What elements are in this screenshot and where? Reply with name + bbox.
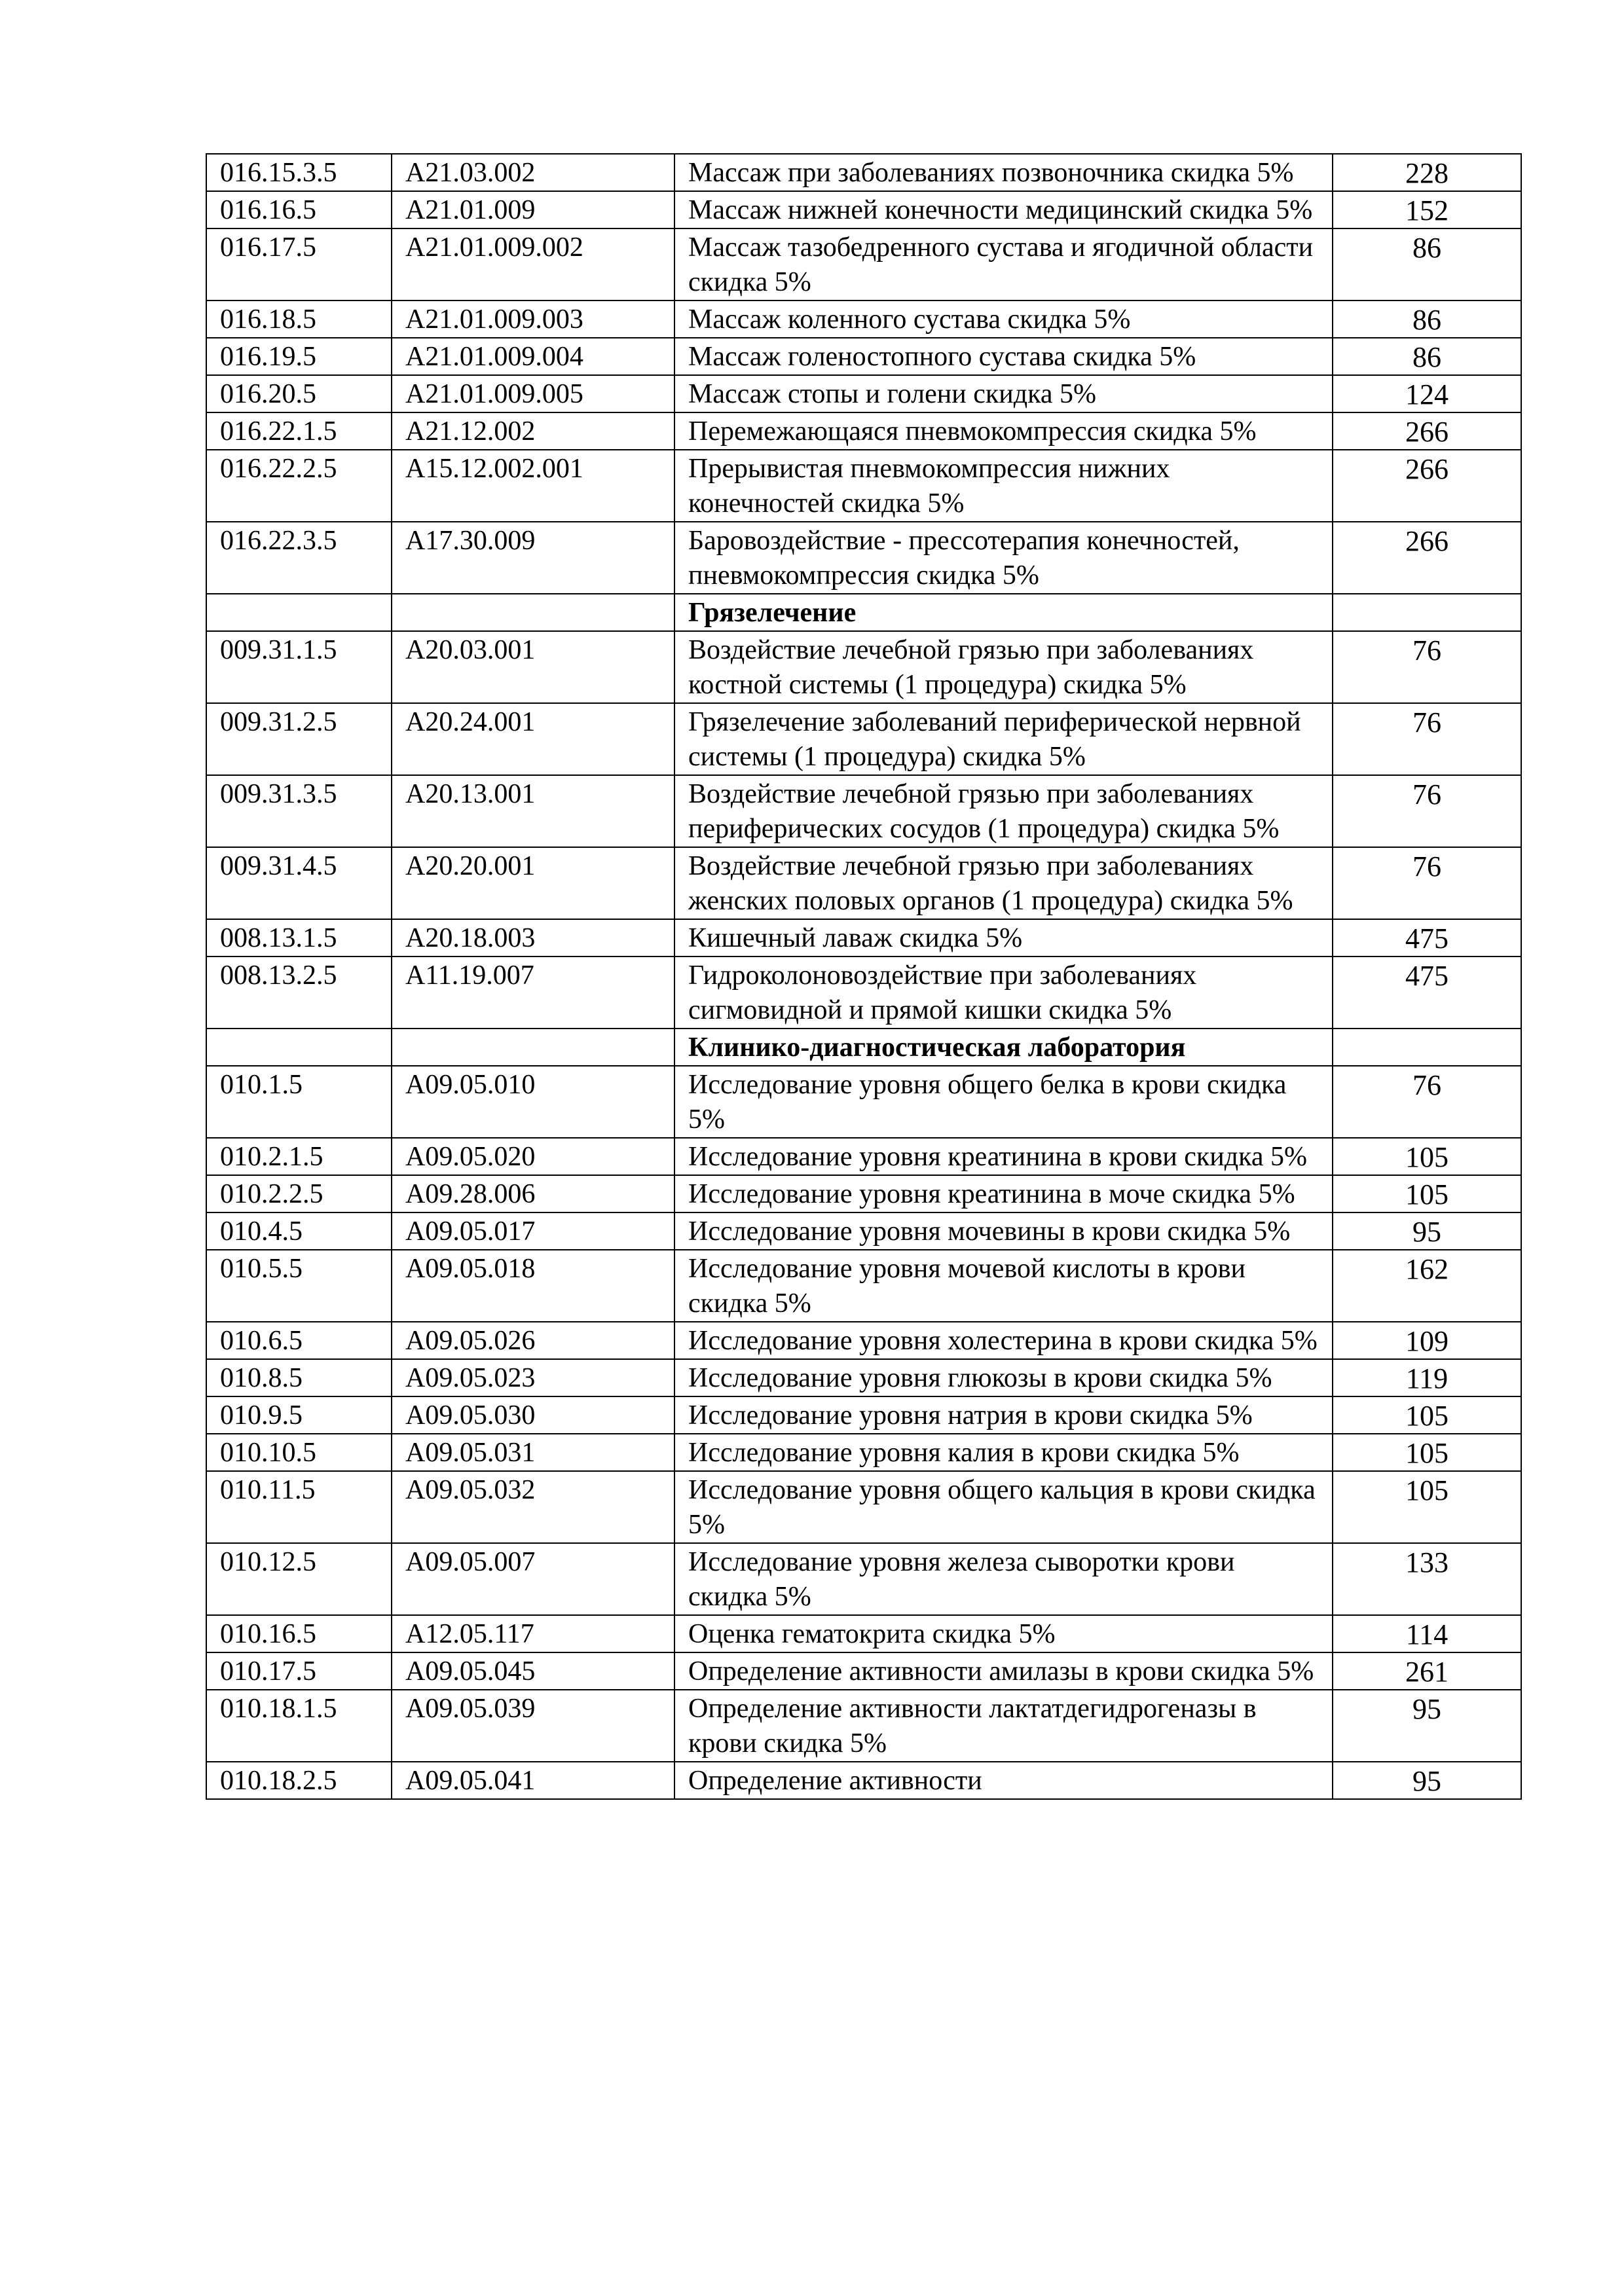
table-row <box>206 375 1521 412</box>
service-name-cell: Исследование уровня железа сыворотки крови скидка 5% <box>674 1543 1333 1615</box>
price-cell: 105 <box>1333 1434 1521 1471</box>
table-row <box>206 1212 1521 1250</box>
price-code-cell: 010.17.5 <box>206 1652 392 1690</box>
price-cell: 114 <box>1333 1615 1521 1652</box>
service-code-cell: A21.01.009.005 <box>392 375 674 412</box>
price-code-cell: 010.4.5 <box>206 1212 392 1250</box>
service-code-cell: A21.12.002 <box>392 412 674 450</box>
service-name-cell: Массаж голеностопного сустава скидка 5% <box>674 338 1333 375</box>
service-code-cell: A21.01.009 <box>392 191 674 228</box>
price-cell: 475 <box>1333 919 1521 957</box>
price-cell: 152 <box>1333 191 1521 228</box>
service-name-cell: Исследование уровня общего кальция в крови скидка 5% <box>674 1471 1333 1543</box>
price-code-cell: 010.16.5 <box>206 1615 392 1652</box>
service-code-cell: A15.12.002.001 <box>392 450 674 522</box>
table-row <box>206 1543 1521 1615</box>
price-code-cell: 010.5.5 <box>206 1250 392 1322</box>
table-row <box>206 1250 1521 1322</box>
price-cell: 105 <box>1333 1138 1521 1175</box>
service-code-cell: A20.18.003 <box>392 919 674 957</box>
price-cell: 475 <box>1333 957 1521 1029</box>
table-row <box>206 1175 1521 1212</box>
price-code-cell: 016.20.5 <box>206 375 392 412</box>
service-code-cell: A20.03.001 <box>392 631 674 703</box>
service-name-cell: Прерывистая пневмокомпрессия нижних конечностей скидка 5% <box>674 450 1333 522</box>
table-row <box>206 1471 1521 1543</box>
price-code-cell: 010.9.5 <box>206 1396 392 1434</box>
price-cell: 162 <box>1333 1250 1521 1322</box>
price-list-body <box>206 154 1521 1799</box>
service-name-cell: Перемежающаяся пневмокомпрессия скидка 5% <box>674 412 1333 450</box>
service-name-cell: Массаж тазобедренного сустава и ягодичной области скидка 5% <box>674 228 1333 301</box>
section-header-row <box>206 594 1521 631</box>
section-title: Клинико-диагностическая лаборатория <box>674 1029 1333 1066</box>
price-code-cell: 010.2.1.5 <box>206 1138 392 1175</box>
price-code-cell: 010.10.5 <box>206 1434 392 1471</box>
price-cell: 105 <box>1333 1396 1521 1434</box>
table-row <box>206 775 1521 847</box>
service-code-cell: A20.13.001 <box>392 775 674 847</box>
price-cell: 119 <box>1333 1359 1521 1396</box>
price-code-cell: 010.18.1.5 <box>206 1690 392 1762</box>
table-row <box>206 919 1521 957</box>
service-name-cell: Исследование уровня калия в крови скидка 5% <box>674 1434 1333 1471</box>
price-cell: 76 <box>1333 1066 1521 1138</box>
service-name-cell: Массаж коленного сустава скидка 5% <box>674 301 1333 338</box>
table-row <box>206 412 1521 450</box>
price-code-cell: 016.22.3.5 <box>206 522 392 594</box>
price-code-cell: 016.18.5 <box>206 301 392 338</box>
price-code-cell: 010.18.2.5 <box>206 1762 392 1799</box>
service-name-cell: Исследование уровня мочевой кислоты в крови скидка 5% <box>674 1250 1333 1322</box>
price-cell: 86 <box>1333 338 1521 375</box>
price-list-table <box>206 153 1522 1800</box>
price-code-cell: 010.11.5 <box>206 1471 392 1543</box>
price-code-cell: 009.31.2.5 <box>206 703 392 775</box>
section-header-row <box>206 1029 1521 1066</box>
service-code-cell: A21.01.009.004 <box>392 338 674 375</box>
service-code-cell: A21.01.009.003 <box>392 301 674 338</box>
section-empty-cell <box>1333 594 1521 631</box>
service-name-cell: Исследование уровня холестерина в крови скидка 5% <box>674 1322 1333 1359</box>
price-code-cell: 010.1.5 <box>206 1066 392 1138</box>
service-name-cell: Массаж стопы и голени скидка 5% <box>674 375 1333 412</box>
service-name-cell: Определение активности амилазы в крови скидка 5% <box>674 1652 1333 1690</box>
service-code-cell: A09.05.031 <box>392 1434 674 1471</box>
section-title: Грязелечение <box>674 594 1333 631</box>
price-cell: 95 <box>1333 1212 1521 1250</box>
service-code-cell: A20.24.001 <box>392 703 674 775</box>
service-code-cell: A09.05.032 <box>392 1471 674 1543</box>
price-cell: 261 <box>1333 1652 1521 1690</box>
section-empty-cell <box>392 594 674 631</box>
service-name-cell: Исследование уровня мочевины в крови скидка 5% <box>674 1212 1333 1250</box>
price-code-cell: 008.13.1.5 <box>206 919 392 957</box>
price-code-cell: 010.8.5 <box>206 1359 392 1396</box>
price-cell: 124 <box>1333 375 1521 412</box>
service-code-cell: A09.05.018 <box>392 1250 674 1322</box>
service-name-cell: Исследование уровня креатинина в крови скидка 5% <box>674 1138 1333 1175</box>
price-cell: 266 <box>1333 522 1521 594</box>
price-cell: 86 <box>1333 228 1521 301</box>
table-row <box>206 957 1521 1029</box>
table-row <box>206 154 1521 191</box>
price-cell: 266 <box>1333 450 1521 522</box>
service-name-cell: Гидроколоновоздействие при заболеваниях сигмовидной и прямой кишки скидка 5% <box>674 957 1333 1029</box>
service-code-cell: A21.01.009.002 <box>392 228 674 301</box>
table-row <box>206 703 1521 775</box>
price-cell: 109 <box>1333 1322 1521 1359</box>
service-code-cell: A09.05.020 <box>392 1138 674 1175</box>
table-row <box>206 228 1521 301</box>
service-code-cell: A09.05.010 <box>392 1066 674 1138</box>
section-empty-cell <box>206 594 392 631</box>
price-code-cell: 009.31.3.5 <box>206 775 392 847</box>
price-cell: 76 <box>1333 703 1521 775</box>
service-code-cell: A09.05.007 <box>392 1543 674 1615</box>
service-code-cell: A09.05.030 <box>392 1396 674 1434</box>
price-code-cell: 010.2.2.5 <box>206 1175 392 1212</box>
table-row <box>206 1359 1521 1396</box>
price-cell: 95 <box>1333 1690 1521 1762</box>
price-code-cell: 009.31.1.5 <box>206 631 392 703</box>
price-cell: 95 <box>1333 1762 1521 1799</box>
price-cell: 76 <box>1333 631 1521 703</box>
price-code-cell: 016.17.5 <box>206 228 392 301</box>
service-code-cell: A09.05.039 <box>392 1690 674 1762</box>
price-cell: 105 <box>1333 1175 1521 1212</box>
service-name-cell: Грязелечение заболеваний периферической нервной системы (1 процедура) скидка 5% <box>674 703 1333 775</box>
price-code-cell: 016.16.5 <box>206 191 392 228</box>
service-code-cell: A12.05.117 <box>392 1615 674 1652</box>
table-row <box>206 1615 1521 1652</box>
price-code-cell: 010.6.5 <box>206 1322 392 1359</box>
service-name-cell: Определение активности лактатдегидрогеназы в крови скидка 5% <box>674 1690 1333 1762</box>
price-cell: 76 <box>1333 847 1521 919</box>
price-cell: 86 <box>1333 301 1521 338</box>
service-name-cell: Исследование уровня глюкозы в крови скидка 5% <box>674 1359 1333 1396</box>
price-code-cell: 016.22.2.5 <box>206 450 392 522</box>
service-code-cell: A20.20.001 <box>392 847 674 919</box>
table-row <box>206 1762 1521 1799</box>
service-code-cell: A09.05.026 <box>392 1322 674 1359</box>
service-name-cell: Исследование уровня креатинина в моче скидка 5% <box>674 1175 1333 1212</box>
service-name-cell: Воздействие лечебной грязью при заболеваниях периферических сосудов (1 процедура) скидка 5% <box>674 775 1333 847</box>
service-name-cell: Исследование уровня натрия в крови скидка 5% <box>674 1396 1333 1434</box>
price-code-cell: 008.13.2.5 <box>206 957 392 1029</box>
service-name-cell: Воздействие лечебной грязью при заболеваниях костной системы (1 процедура) скидка 5% <box>674 631 1333 703</box>
service-name-cell: Массаж нижней конечности медицинский скидка 5% <box>674 191 1333 228</box>
table-row <box>206 1066 1521 1138</box>
service-name-cell: Исследование уровня общего белка в крови скидка 5% <box>674 1066 1333 1138</box>
service-code-cell: A11.19.007 <box>392 957 674 1029</box>
service-name-cell: Кишечный лаваж скидка 5% <box>674 919 1333 957</box>
service-name-cell: Баровоздействие - прессотерапия конечностей, пневмокомпрессия скидка 5% <box>674 522 1333 594</box>
table-row <box>206 450 1521 522</box>
price-code-cell: 016.15.3.5 <box>206 154 392 191</box>
service-code-cell: A09.05.041 <box>392 1762 674 1799</box>
service-code-cell: A09.28.006 <box>392 1175 674 1212</box>
price-code-cell: 016.19.5 <box>206 338 392 375</box>
service-name-cell: Воздействие лечебной грязью при заболеваниях женских половых органов (1 процедура) скидка 5% <box>674 847 1333 919</box>
service-code-cell: A09.05.017 <box>392 1212 674 1250</box>
service-name-cell: Определение активности <box>674 1762 1333 1799</box>
table-row <box>206 1396 1521 1434</box>
service-code-cell: A21.03.002 <box>392 154 674 191</box>
table-row <box>206 191 1521 228</box>
price-cell: 76 <box>1333 775 1521 847</box>
table-row <box>206 1434 1521 1471</box>
price-code-cell: 009.31.4.5 <box>206 847 392 919</box>
price-cell: 133 <box>1333 1543 1521 1615</box>
service-code-cell: A09.05.023 <box>392 1359 674 1396</box>
table-row <box>206 522 1521 594</box>
section-empty-cell <box>1333 1029 1521 1066</box>
table-row <box>206 1690 1521 1762</box>
service-code-cell: A09.05.045 <box>392 1652 674 1690</box>
table-row <box>206 631 1521 703</box>
section-empty-cell <box>206 1029 392 1066</box>
service-name-cell: Массаж при заболеваниях позвоночника скидка 5% <box>674 154 1333 191</box>
price-cell: 105 <box>1333 1471 1521 1543</box>
table-row <box>206 301 1521 338</box>
table-row <box>206 1138 1521 1175</box>
table-row <box>206 338 1521 375</box>
price-cell: 228 <box>1333 154 1521 191</box>
service-code-cell: A17.30.009 <box>392 522 674 594</box>
price-code-cell: 010.12.5 <box>206 1543 392 1615</box>
section-empty-cell <box>392 1029 674 1066</box>
price-cell: 266 <box>1333 412 1521 450</box>
table-row <box>206 1322 1521 1359</box>
service-name-cell: Оценка гематокрита скидка 5% <box>674 1615 1333 1652</box>
table-row <box>206 1652 1521 1690</box>
price-code-cell: 016.22.1.5 <box>206 412 392 450</box>
table-row <box>206 847 1521 919</box>
